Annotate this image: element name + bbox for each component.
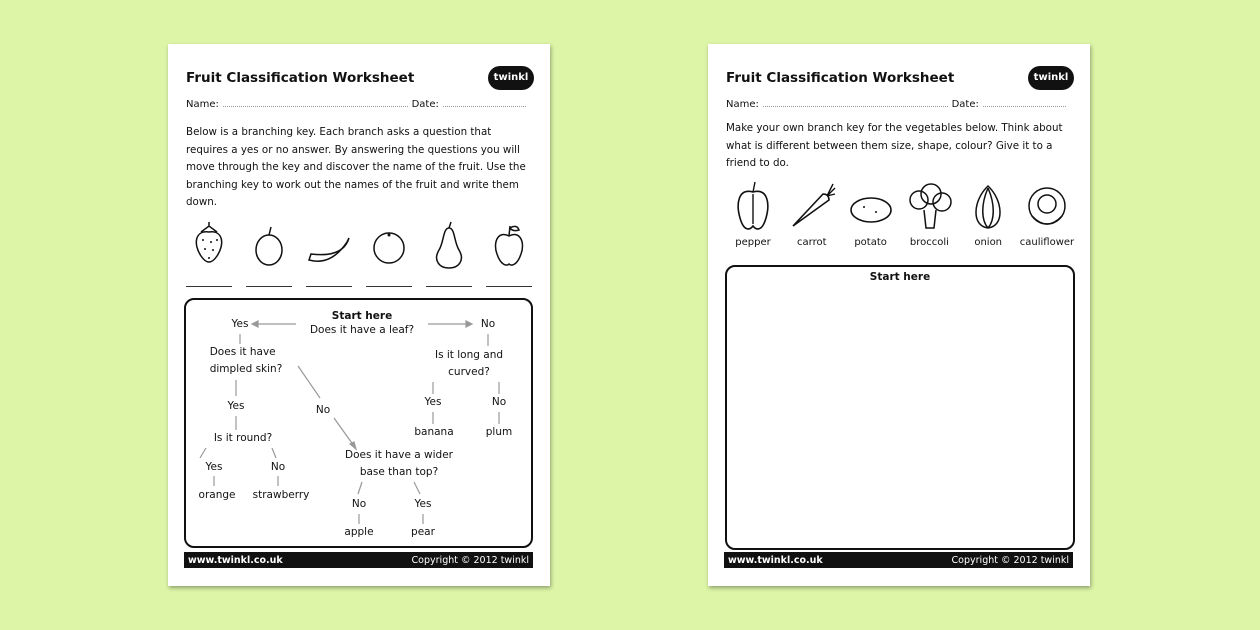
key-answer: Yes	[231, 318, 249, 330]
key-answer: Yes	[424, 396, 442, 408]
key-start: Start here	[331, 310, 393, 322]
key-answer: No	[480, 318, 496, 330]
name-date-row	[726, 99, 1070, 110]
vegetable-label: pepper	[735, 237, 771, 248]
name-field[interactable]	[223, 99, 408, 107]
name-field[interactable]	[763, 99, 948, 107]
footer-bar	[184, 552, 533, 568]
pepper-icon	[728, 180, 778, 234]
footer-copyright: Copyright © 2012 twinkl	[411, 554, 529, 566]
key-text: dimpled skin?	[209, 363, 283, 375]
answer-line[interactable]	[306, 286, 352, 287]
onion-icon	[963, 180, 1013, 234]
key-question-dimpled	[210, 344, 283, 378]
branching-key	[184, 298, 533, 548]
worksheet-vegetable-key	[708, 44, 1090, 586]
footer-bar	[724, 552, 1073, 568]
key-question-leaf: Does it have a leaf?	[309, 324, 415, 336]
potato-icon	[846, 180, 896, 234]
date-field[interactable]	[443, 99, 526, 107]
answer-line[interactable]	[246, 286, 292, 287]
banana-icon	[307, 220, 351, 270]
key-text: base than top?	[359, 466, 439, 478]
broccoli-icon	[904, 180, 954, 234]
key-answer: Yes	[227, 400, 245, 412]
instructions: Make your own branch key for the vegetables below. Think about what is different between them size, shape, colour? Give it to a friend to do.	[726, 122, 1063, 169]
blank-key-area[interactable]	[725, 265, 1075, 550]
key-answer: Yes	[205, 461, 223, 473]
plum-icon	[247, 220, 291, 270]
vegetable-label: carrot	[797, 237, 827, 248]
key-question-round: Is it round?	[213, 432, 273, 444]
answer-line[interactable]	[426, 286, 472, 287]
worksheet-title: Fruit Classification Worksheet	[186, 70, 415, 86]
vegetable-label: onion	[974, 237, 1003, 248]
key-answer: No	[315, 404, 331, 416]
worksheet-fruit-key	[168, 44, 550, 586]
key-start: Start here	[869, 271, 931, 283]
pear-icon	[427, 220, 471, 270]
date-field[interactable]	[983, 99, 1066, 107]
name-label: Name:	[726, 99, 759, 110]
key-answer: No	[351, 498, 367, 510]
key-text: Does it have a wider	[345, 449, 453, 461]
name-date-row	[186, 99, 530, 110]
key-text: curved?	[448, 366, 490, 378]
footer-website-link[interactable]: www.twinkl.co.uk	[728, 554, 823, 566]
key-answer: Yes	[414, 498, 432, 510]
twinkl-logo: twinkl	[488, 66, 534, 90]
key-result-banana: banana	[414, 426, 454, 438]
worksheet-title: Fruit Classification Worksheet	[726, 70, 955, 86]
strawberry-icon	[187, 220, 231, 270]
key-result-plum: plum	[485, 426, 513, 438]
key-result-orange: orange	[198, 489, 236, 501]
key-answer: No	[491, 396, 507, 408]
answer-line[interactable]	[366, 286, 412, 287]
key-question-long	[435, 347, 503, 381]
vegetable-label: broccoli	[909, 237, 949, 248]
answer-line[interactable]	[186, 286, 232, 287]
apple-icon	[487, 220, 531, 270]
instructions: Below is a branching key. Each branch asks a question that requires a yes or no answer. By answering the questions you will move through the key and discover the name of the fruit. Use the branching key to work out the names of the fruit and write them down.	[186, 126, 526, 208]
footer-website-link[interactable]: www.twinkl.co.uk	[188, 554, 283, 566]
vegetable-label: potato	[854, 237, 887, 248]
key-result-pear: pear	[411, 526, 435, 538]
key-result-apple: apple	[344, 526, 374, 538]
name-label: Name:	[186, 99, 219, 110]
key-text: Is it long and	[434, 349, 504, 361]
fruit-row	[186, 220, 532, 287]
key-question-wider	[345, 447, 453, 481]
key-text: Does it have	[209, 346, 276, 358]
answer-line[interactable]	[486, 286, 532, 287]
footer-copyright: Copyright © 2012 twinkl	[951, 554, 1069, 566]
cauliflower-icon	[1022, 180, 1072, 234]
orange-icon	[367, 220, 411, 270]
date-label: Date:	[411, 99, 439, 110]
vegetable-label: cauliflower	[1019, 237, 1075, 248]
date-label: Date:	[951, 99, 979, 110]
twinkl-logo: twinkl	[1028, 66, 1074, 90]
carrot-icon	[787, 180, 837, 234]
key-answer: No	[270, 461, 286, 473]
key-result-strawberry: strawberry	[252, 489, 310, 501]
vegetable-row	[724, 180, 1076, 248]
